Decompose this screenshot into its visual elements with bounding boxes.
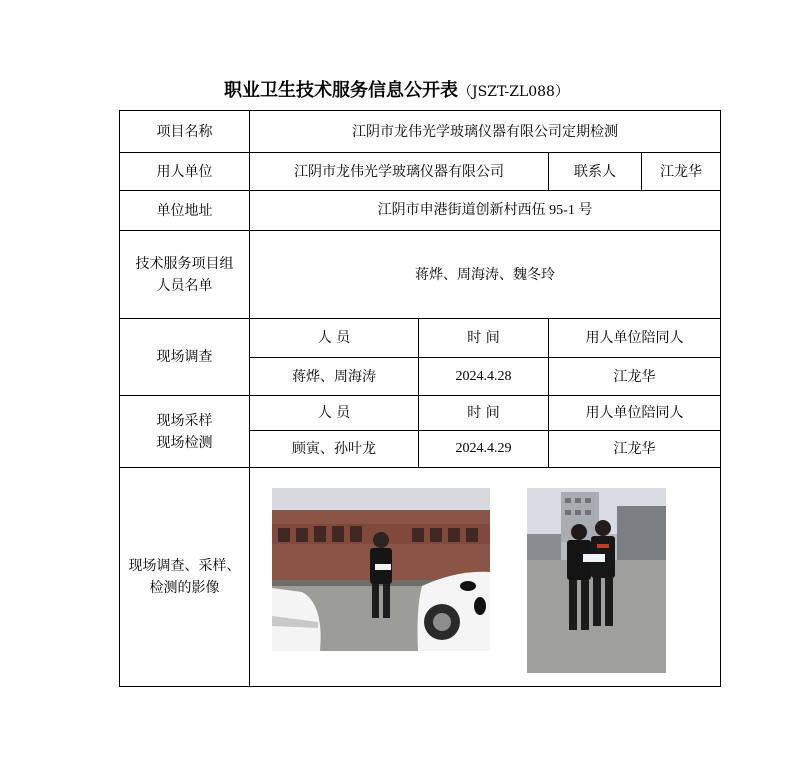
row-team <box>120 231 721 319</box>
document-code: （JSZT-ZL088） <box>458 84 569 100</box>
sampling-col-time: 时 间 <box>419 396 549 431</box>
survey-col-personnel: 人 员 <box>250 319 419 358</box>
survey-time: 2024.4.28 <box>419 358 549 396</box>
team-value: 蒋烨、周海涛、魏冬玲 <box>250 231 721 319</box>
document-title: 职业卫生技术服务信息公开表 <box>224 80 459 101</box>
site-photo-1 <box>272 488 490 651</box>
survey-escort: 江龙华 <box>549 358 721 396</box>
images-label-line2: 检测的影像 <box>149 580 220 596</box>
address-label: 单位地址 <box>120 191 250 231</box>
row-sampling-header <box>120 396 721 431</box>
sampling-col-escort: 用人单位陪同人 <box>549 396 721 431</box>
contact-value: 江龙华 <box>642 153 721 191</box>
team-label <box>120 231 250 319</box>
employer-value: 江阴市龙伟光学玻璃仪器有限公司 <box>250 153 549 191</box>
site-photo-2 <box>527 488 666 673</box>
document-title-block <box>0 76 793 102</box>
survey-col-escort: 用人单位陪同人 <box>549 319 721 358</box>
sampling-escort: 江龙华 <box>549 431 721 468</box>
survey-label: 现场调查 <box>120 319 250 396</box>
sampling-label-line2: 现场检测 <box>156 434 213 451</box>
team-label-line1: 技术服务项目组 <box>135 255 234 272</box>
images-label <box>120 468 250 687</box>
survey-personnel: 蒋烨、周海涛 <box>250 358 419 396</box>
sampling-label-line1: 现场采样 <box>156 412 213 429</box>
row-project <box>120 111 721 153</box>
sampling-personnel: 顾寅、孙叶龙 <box>250 431 419 468</box>
sampling-time: 2024.4.29 <box>419 431 549 468</box>
row-employer <box>120 153 721 191</box>
project-value: 江阴市龙伟光学玻璃仪器有限公司定期检测 <box>250 111 721 153</box>
sampling-label <box>120 396 250 468</box>
project-label: 项目名称 <box>120 111 250 153</box>
employer-label: 用人单位 <box>120 153 250 191</box>
images-label-line1: 现场调查、采样、 <box>128 558 241 574</box>
contact-label: 联系人 <box>549 153 642 191</box>
sampling-col-personnel: 人 员 <box>250 396 419 431</box>
row-survey-header <box>120 319 721 358</box>
survey-col-time: 时 间 <box>419 319 549 358</box>
team-label-line2: 人员名单 <box>156 277 213 294</box>
row-address <box>120 191 721 231</box>
address-value: 江阴市申港街道创新村西伍 95-1 号 <box>250 191 721 231</box>
